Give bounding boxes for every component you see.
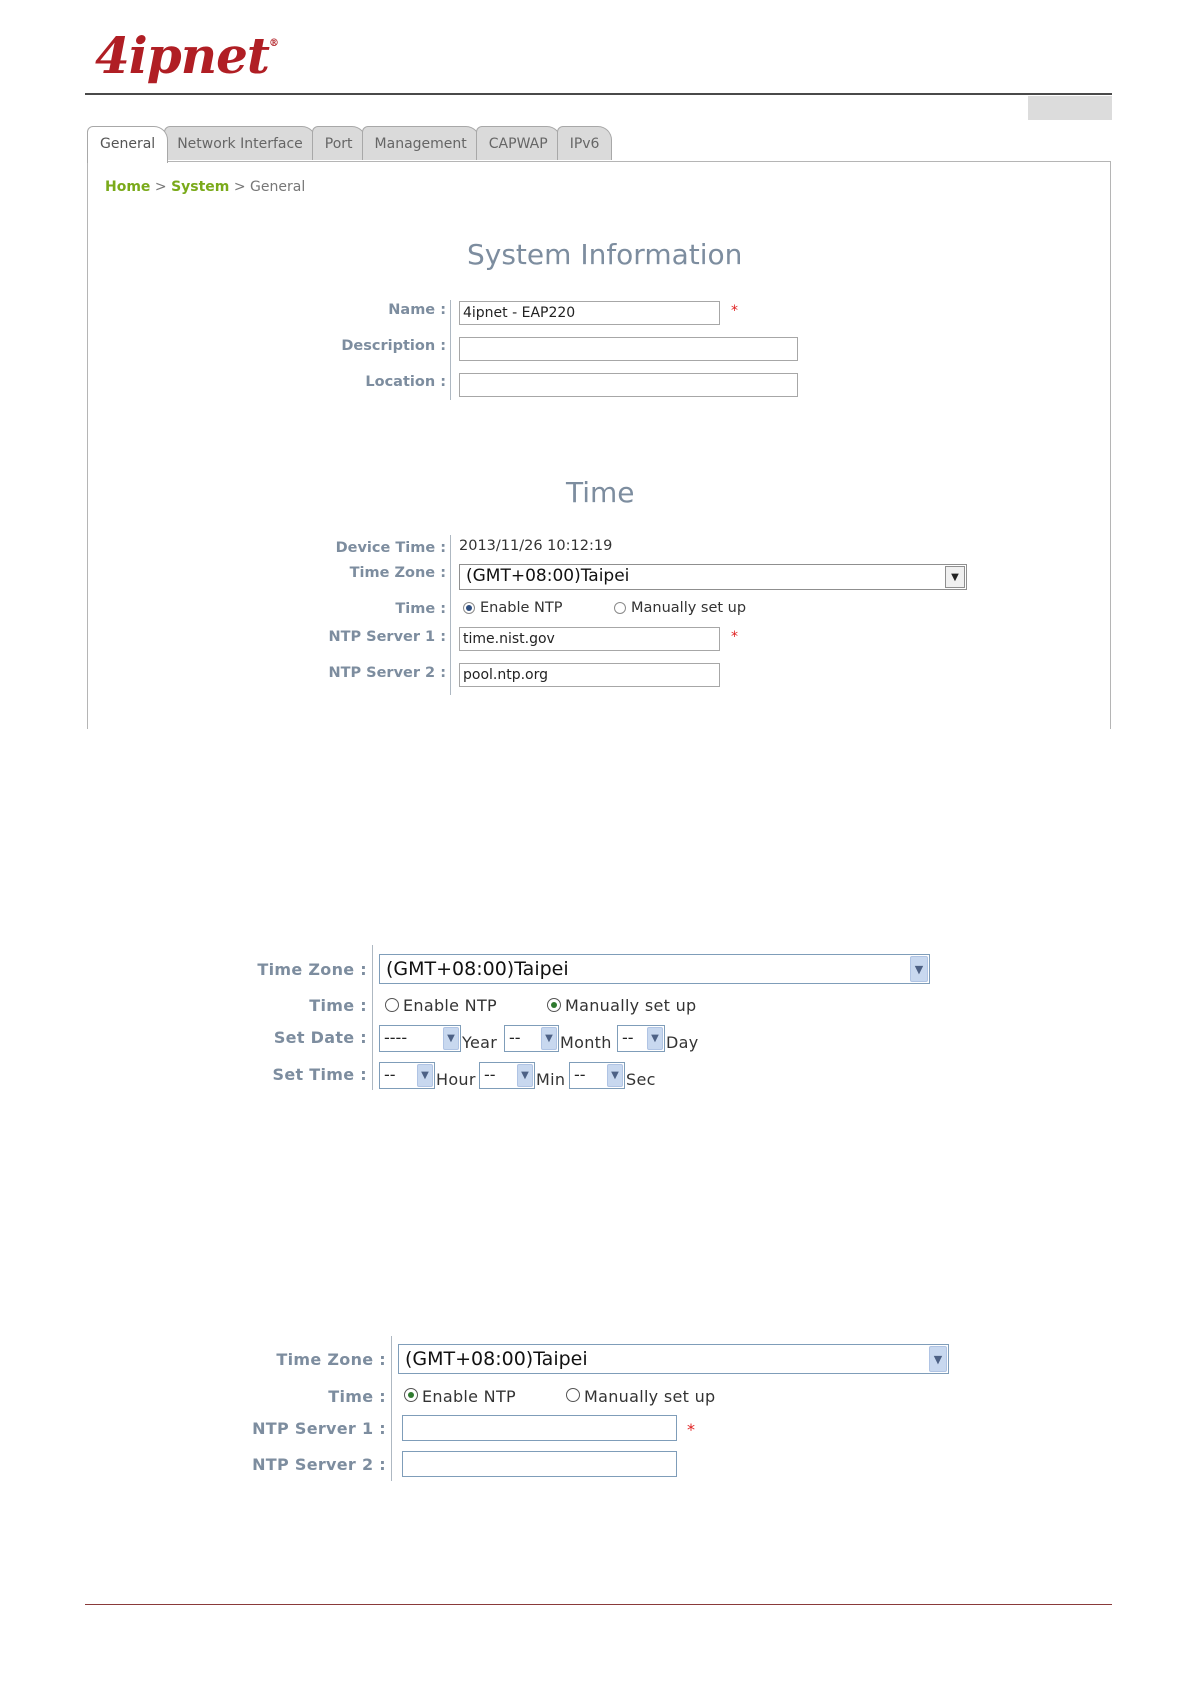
manual-timezone-select[interactable]: (GMT+08:00)Taipei ▼ — [379, 954, 930, 984]
second-select[interactable]: -- ▼ — [569, 1062, 625, 1089]
tab-ipv6[interactable]: IPv6 — [557, 126, 613, 160]
month-select[interactable]: -- ▼ — [504, 1025, 559, 1052]
ntp-enable-ntp-radio[interactable] — [404, 1388, 418, 1402]
ntp-timezone-select[interactable]: (GMT+08:00)Taipei ▼ — [398, 1344, 949, 1374]
chevron-down-icon: ▼ — [417, 1064, 433, 1087]
description-input[interactable] — [459, 337, 798, 361]
tab-network-interface[interactable]: Network Interface — [164, 126, 316, 160]
month-unit: Month — [560, 1033, 612, 1052]
manual-time-mode-label: Time : — [309, 996, 367, 1015]
ntp-server-1-input[interactable] — [459, 627, 720, 651]
breadcrumb-current: General — [250, 179, 306, 195]
manual-setup-radio[interactable] — [614, 602, 626, 614]
device-time-label: Device Time : — [335, 540, 446, 556]
timezone-label: Time Zone : — [349, 565, 446, 581]
form-divider — [372, 945, 373, 1090]
manual-enable-ntp-radio[interactable] — [385, 998, 399, 1012]
chevron-down-icon: ▼ — [607, 1064, 623, 1087]
day-unit: Day — [666, 1033, 699, 1052]
system-information-title: System Information — [467, 238, 743, 271]
hour-select[interactable]: -- ▼ — [379, 1062, 435, 1089]
location-input[interactable] — [459, 373, 798, 397]
ntp-server-1-label: NTP Server 1 : — [252, 1419, 386, 1438]
chevron-down-icon: ▼ — [929, 1346, 947, 1372]
chevron-down-icon: ▼ — [647, 1027, 663, 1050]
chevron-down-icon: ▼ — [945, 566, 965, 588]
time-title: Time — [566, 476, 635, 509]
location-label: Location : — [365, 374, 446, 390]
ntp-server-2-label: NTP Server 2 : — [252, 1455, 386, 1474]
time-mode-label: Time : — [395, 601, 446, 617]
ntp-server-2-label: NTP Server 2 : — [328, 665, 446, 681]
chevron-down-icon: ▼ — [541, 1027, 557, 1050]
chevron-down-icon: ▼ — [910, 956, 928, 982]
minute-unit: Min — [536, 1070, 566, 1089]
set-date-label: Set Date : — [273, 1028, 367, 1047]
breadcrumb-home[interactable]: Home — [105, 179, 151, 195]
ntp-manual-setup-label: Manually set up — [584, 1387, 716, 1406]
manual-manual-setup-label: Manually set up — [565, 996, 697, 1015]
tab-management[interactable]: Management — [362, 126, 480, 160]
required-mark: * — [731, 629, 738, 645]
ntp-server-2-input[interactable] — [459, 663, 720, 687]
description-label: Description : — [341, 338, 446, 354]
ntp-server-1-label: NTP Server 1 : — [328, 629, 446, 645]
minute-select[interactable]: -- ▼ — [479, 1062, 535, 1089]
tab-capwap[interactable]: CAPWAP — [476, 126, 561, 160]
year-select[interactable]: ---- ▼ — [379, 1025, 461, 1052]
manual-enable-ntp-label: Enable NTP — [403, 996, 497, 1015]
ntp-server-2-input[interactable] — [402, 1451, 677, 1477]
ntp-server-1-input[interactable] — [402, 1415, 677, 1441]
ntp-enable-ntp-label: Enable NTP — [422, 1387, 516, 1406]
enable-ntp-radio[interactable] — [463, 602, 475, 614]
form-divider — [391, 1336, 392, 1481]
ntp-manual-setup-radio[interactable] — [566, 1388, 580, 1402]
footer-divider — [85, 1604, 1112, 1605]
name-input[interactable] — [459, 301, 720, 325]
form-divider — [450, 535, 451, 695]
year-unit: Year — [462, 1033, 498, 1052]
breadcrumb: Home > System > General — [105, 179, 306, 195]
chevron-down-icon: ▼ — [443, 1027, 459, 1050]
required-mark: * — [731, 303, 738, 319]
set-time-label: Set Time : — [272, 1065, 367, 1084]
second-unit: Sec — [626, 1070, 656, 1089]
day-select[interactable]: -- ▼ — [617, 1025, 665, 1052]
device-time-value: 2013/11/26 10:12:19 — [459, 538, 613, 554]
timezone-select[interactable]: (GMT+08:00)Taipei ▼ — [459, 564, 967, 590]
enable-ntp-label: Enable NTP — [480, 600, 563, 616]
tab-bar — [87, 126, 608, 162]
required-mark: * — [687, 1420, 695, 1439]
breadcrumb-system[interactable]: System — [171, 179, 230, 195]
manual-setup-label: Manually set up — [631, 600, 747, 616]
form-divider — [450, 300, 451, 400]
ntp-timezone-label: Time Zone : — [276, 1350, 386, 1369]
hour-unit: Hour — [436, 1070, 476, 1089]
name-label: Name : — [388, 302, 446, 318]
tab-port[interactable]: Port — [312, 126, 366, 160]
ntp-time-mode-label: Time : — [328, 1387, 386, 1406]
manual-manual-setup-radio[interactable] — [547, 998, 561, 1012]
header-divider — [85, 93, 1112, 95]
tab-general[interactable]: General — [87, 126, 168, 163]
brand-logo: 4ipnet® — [95, 26, 279, 85]
manual-timezone-label: Time Zone : — [257, 960, 367, 979]
header-grey-block — [1028, 96, 1112, 120]
chevron-down-icon: ▼ — [517, 1064, 533, 1087]
